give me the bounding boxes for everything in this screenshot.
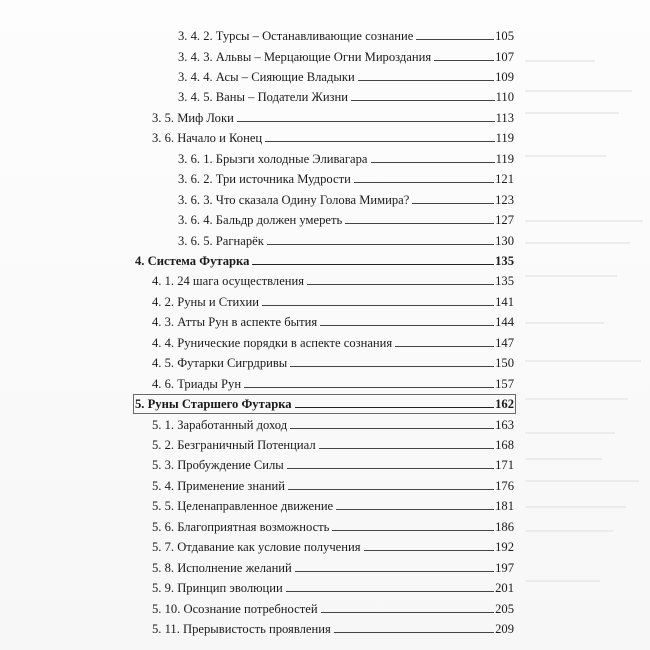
toc-leader-line [354,178,494,183]
toc-page-number: 123 [495,192,514,207]
toc-leader-line [288,485,494,490]
toc-leader-line [345,219,494,224]
toc-page-number: 197 [495,560,514,575]
toc-entry[interactable] [178,69,514,85]
toc-section-heading[interactable] [135,396,514,412]
toc-entry[interactable] [178,171,514,187]
toc-entry-title: 3. 6. 5. Рагнарёк [178,233,264,248]
toc-entry-title: 3. 4. 4. Асы – Сияющие Владыки [178,69,355,84]
toc-page-number: 162 [495,397,514,412]
toc-page-number: 107 [495,49,514,64]
toc-page-number: 109 [495,69,514,84]
toc-leader-line [262,301,494,306]
toc-entry[interactable] [152,560,514,576]
toc-entry-title: 4. 6. Триады Рун [152,376,242,391]
toc-entry-title: 3. 6. 3. Что сказала Одину Голова Мимира? [178,192,410,207]
toc-entry[interactable] [152,314,514,330]
toc-entry-title: 5. 9. Принцип эволюции [152,581,283,596]
toc-leader-line [321,608,495,613]
toc-leader-line [244,383,494,388]
toc-entry[interactable] [152,355,514,371]
toc-page-number: 121 [495,172,514,187]
toc-entry[interactable] [178,233,514,249]
toc-page-number: 150 [495,356,514,371]
toc-entry[interactable] [152,417,514,433]
toc-page-number: 171 [495,458,514,473]
toc-entry-title: 3. 6. 4. Бальдр должен умереть [178,213,343,227]
toc-leader-line [295,567,494,572]
toc-page-number: 168 [495,438,514,452]
toc-entry[interactable] [152,294,514,310]
toc-leader-line [358,76,494,81]
toc-page-number: 205 [495,601,514,616]
toc-page-number: 163 [495,417,514,432]
toc-leader-line [295,403,495,408]
toc-entry[interactable] [152,457,514,473]
toc-entry[interactable] [152,273,514,289]
toc-entry-title: 3. 6. Начало и Конец [152,131,263,146]
toc-entry[interactable] [178,151,514,167]
toc-entry-title: 4. 4. Рунические порядки в аспекте сознания [152,335,393,350]
toc-entry-title: 5. Руны Старшего Футарка [135,397,292,412]
toc-page-number: 176 [495,478,514,493]
toc-page-number: 144 [495,315,514,330]
toc-entry[interactable] [178,192,514,208]
toc-entry[interactable] [152,130,514,146]
toc-leader-line [320,321,494,326]
toc-entry[interactable] [152,539,514,555]
toc-leader-line [332,526,494,531]
toc-entry[interactable] [152,376,514,392]
toc-entry-title: 3. 6. 2. Три источника Мудрости [178,172,351,187]
toc-entry[interactable] [178,49,514,65]
toc-entry[interactable] [178,28,514,44]
toc-leader-line [252,260,494,265]
toc-leader-line [371,158,495,163]
toc-page-number: 181 [495,499,514,514]
toc-page-number: 135 [495,274,514,289]
toc-entry-title: 3. 5. Миф Локи [152,110,234,125]
toc-page-number: 135 [495,253,514,268]
toc-leader-line [412,199,494,204]
toc-leader-line [267,240,494,245]
toc-entry-title: 4. 2. Руны и Стихии [152,294,259,309]
toc-entry-title: 3. 4. 5. Ваны – Податели Жизни [178,90,349,105]
toc-entry[interactable] [152,335,514,351]
toc-leader-line [287,464,494,469]
toc-leader-line [416,35,494,40]
toc-entry-title: 5. 5. Целенаправленное движение [152,499,334,514]
toc-page-number: 201 [495,581,514,596]
toc-entry-title: 5. 10. Осознание потребностей [152,601,318,616]
toc-entry-title: 4. 1. 24 шага осуществления [152,274,305,289]
toc-entry-title: 5. 8. Исполнение желаний [152,560,292,575]
toc-entry[interactable] [152,478,514,494]
toc-entry-title: 5. 4. Применение знаний [152,478,285,493]
toc-entry-title: 4. 3. Атты Рун в аспекте бытия [152,315,318,330]
toc-section-heading[interactable] [135,253,514,269]
toc-leader-line [265,137,494,142]
toc-leader-line [290,362,494,367]
toc-page-number: 113 [495,110,514,125]
toc-entry-title: 5. 11. Прерывистость проявления [152,622,331,636]
toc-entry-title: 3. 4. 2. Турсы – Останавливающие сознание [178,29,414,43]
toc-entry[interactable] [152,498,514,514]
toc-entry[interactable] [178,212,514,228]
toc-entry-title: 3. 6. 1. Брызги холодные Эливагара [178,151,368,166]
toc-leader-line [237,117,495,122]
toc-leader-line [290,424,494,429]
toc-entry[interactable] [152,110,514,126]
toc-entry[interactable] [152,519,514,535]
toc-entry[interactable] [152,437,514,453]
toc-leader-line [286,587,494,592]
toc-entry[interactable] [152,601,514,617]
toc-entry[interactable] [178,89,514,105]
toc-page-number: 209 [495,622,514,636]
toc-leader-line [334,628,494,633]
toc-entry-title: 5. 1. Заработанный доход [152,417,288,432]
toc-leader-line [307,280,494,285]
toc-page-number: 119 [495,131,514,146]
toc-entry-title: 5. 7. Отдавание как условие получения [152,540,361,555]
toc-leader-line [336,505,494,510]
toc-page-number: 127 [495,213,514,227]
toc-page-number: 110 [495,90,514,105]
toc-page-number: 130 [495,233,514,248]
toc-leader-line [395,342,494,347]
toc-page-number: 147 [495,335,514,350]
toc-page-number: 119 [495,151,514,166]
toc-page-number: 105 [495,29,514,43]
toc-entry[interactable] [152,621,514,637]
toc-leader-line [364,546,495,551]
toc-entry-title: 5. 2. Безграничный Потенциал [152,438,316,452]
toc-entry-title: 4. Система Футарка [135,253,250,268]
toc-leader-line [434,56,494,61]
toc-entry[interactable] [152,580,514,596]
toc-leader-line [319,444,494,449]
toc-page-number: 192 [495,540,514,555]
toc-entry-title: 3. 4. 3. Альвы – Мерцающие Огни Мироздания [178,49,432,64]
toc-page-number: 186 [495,519,514,534]
toc-entry-title: 4. 5. Футарки Сигрдривы [152,356,288,371]
toc-entry-title: 5. 6. Благоприятная возможность [152,519,330,534]
toc-page-number: 141 [495,294,514,309]
toc-leader-line [351,96,495,101]
toc-page-number: 157 [495,376,514,391]
toc-entry-title: 5. 3. Пробуждение Силы [152,458,284,473]
